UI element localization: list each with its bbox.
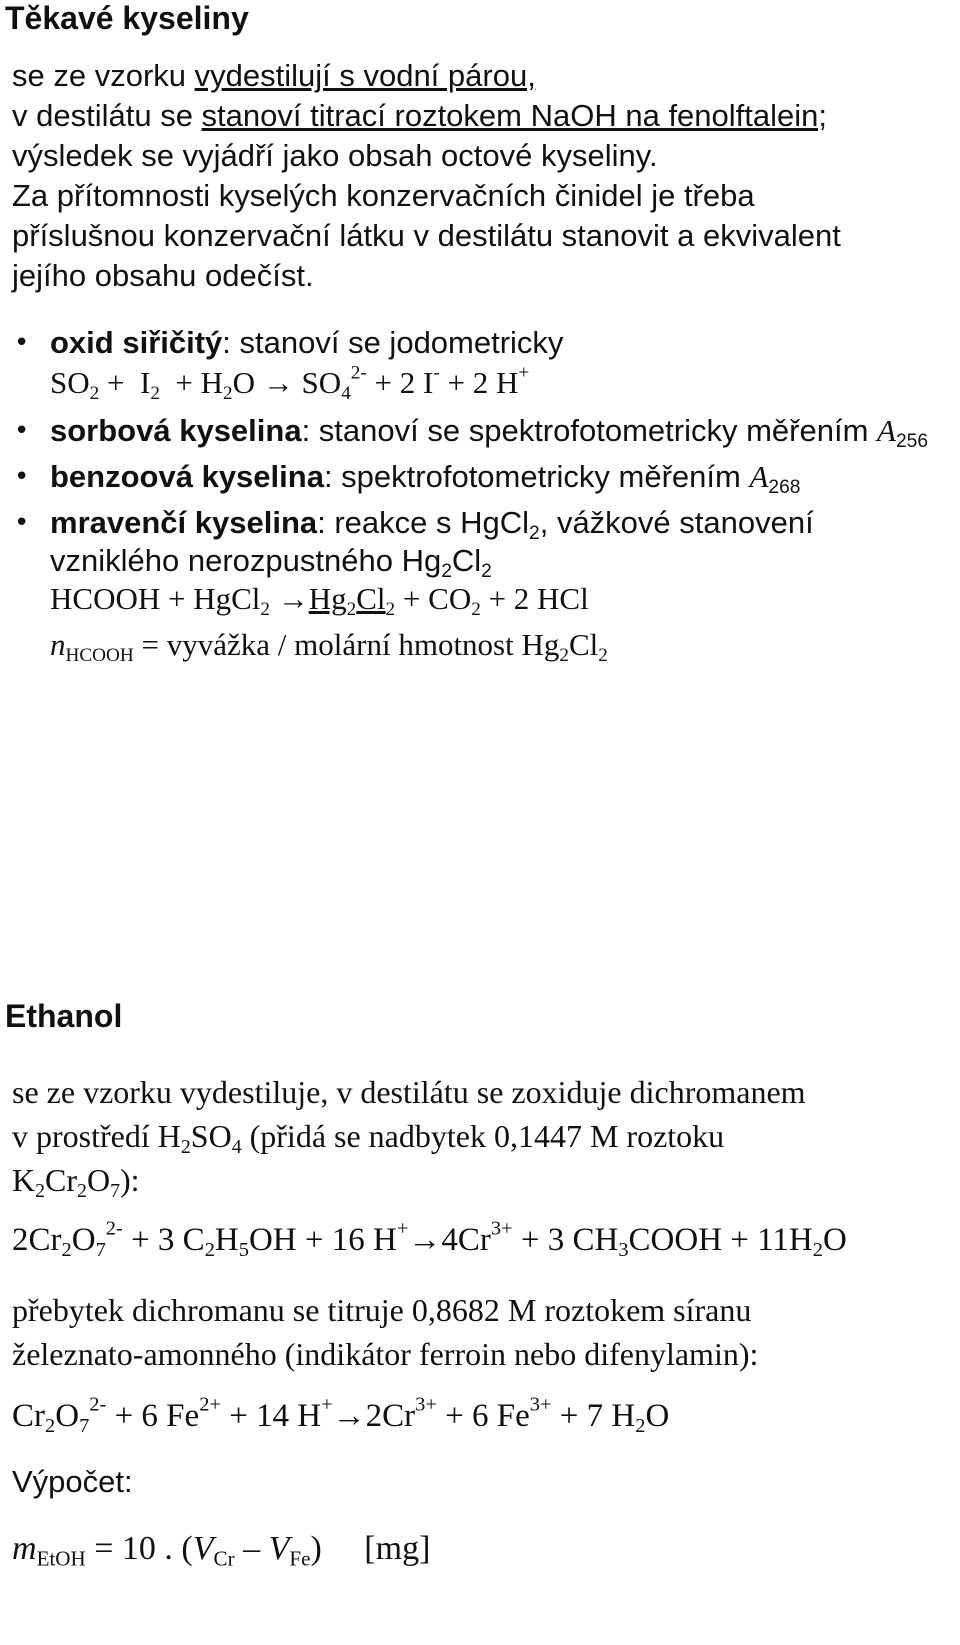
intro-line: výsledek se vyjádří jako obsah octové kyseliny. — [12, 138, 658, 173]
arrow-icon: → — [332, 1398, 366, 1434]
list-item-sulfur-dioxide: • oxid siřičitý: stanoví se jodometricky $SO_2 + I_2 + H_2O \to SO_4^{2-} + 2$ I- + 2 H+ — [12, 324, 928, 402]
intro-line: jejího obsahu odečíst. — [12, 258, 314, 293]
list-item-sorbic-acid: • sorbová kyselina: stanoví se spektrofotometricky měřením $A_{256}$ — [14, 413, 928, 452]
arrow-icon: → — [270, 581, 309, 616]
list-item-formic-acid: • mravenčí kyselina: reakce s HgCl$_2$, vážkové stanovení vzniklého nerozpustného $Hg_2Cl_2$ HCOOH + HgCl$_2$ $\to Hg_2Cl_2 + CO_2 + 2$ HCl $n_{HCOOH}$ = vyvážka / molární hmotnost $Hg_2Cl_2$ — [12, 504, 928, 664]
bullet-icon: • — [14, 416, 30, 446]
formula-formic-amount: $n_{HCOOH}$ = vyvážka / molární hmotnost $Hg_2Cl_2$ — [50, 627, 608, 666]
section-title-ethanol: Ethanol — [5, 998, 123, 1034]
equation-formic-acid: HCOOH + HgCl$_2$ $\to Hg_2Cl_2 + CO_2 + 2$ HCl — [50, 581, 589, 620]
intro-line: se ze vzorku vydestilují s vodní párou, — [12, 58, 536, 93]
equation-sulfur-dioxide: $SO_2 + I_2 + H_2O \to SO_4^{2-} + 2$ I- + 2 H+ — [50, 362, 530, 404]
bullet-icon: • — [14, 328, 30, 358]
arrow-icon: → — [408, 1222, 442, 1258]
acid-list — [12, 324, 928, 664]
calculation-label: Výpočet: — [12, 1464, 133, 1499]
intro-line: Za přítomnosti kyselých konzervačních činidel je třeba — [12, 178, 755, 213]
bullet-icon: • — [14, 508, 30, 538]
intro-paragraph — [12, 56, 841, 296]
formula-ethanol-mass: $m_{EtOH} = 10$ . $(V_{Cr} - V_{Fe})$ [mg] — [12, 1530, 431, 1571]
arrow-icon: → — [262, 365, 294, 400]
bullet-icon: • — [14, 462, 30, 492]
intro-line: v destilátu se stanoví titrací roztokem NaOH na fenolftalein; — [12, 98, 827, 133]
ethanol-paragraph-2: přebytek dichromanu se titruje 0,8682 M roztokem síranu železnato-amonného (indikátor ferroin nebo difenylamin): — [12, 1292, 759, 1372]
ethanol-paragraph-1: se ze vzorku vydestiluje, v destilátu se zoxiduje dichromanem v prostředí $H_2SO_4$ (přidá se nadbytek 0,1447 M roztoku $K_2Cr_2O_7$): — [12, 1074, 806, 1202]
list-item-benzoic-acid: • benzoová kyselina: spektrofotometricky měřením $A_{268}$ — [14, 459, 801, 498]
equation-dichromate-titration: $Cr_2O_7^{2-} + 6$ $Fe^{2+} + 14$ $H^+\to 2Cr^{3+} + 6$ $Fe^{3+} + 7$ $H_2O$ — [12, 1393, 670, 1438]
equation-ethanol-oxidation: $2Cr_2O_7^{2-} + 3$ $C_2H_5OH + 16$ $H^+\to 4Cr^{3+} + 3$ $CH_3COOH + 11H_2O$ — [12, 1217, 847, 1262]
intro-line: příslušnou konzervační látku v destilátu stanovit a ekvivalent — [12, 218, 841, 253]
section-title-volatile-acids: Těkavé kyseliny — [5, 0, 249, 36]
